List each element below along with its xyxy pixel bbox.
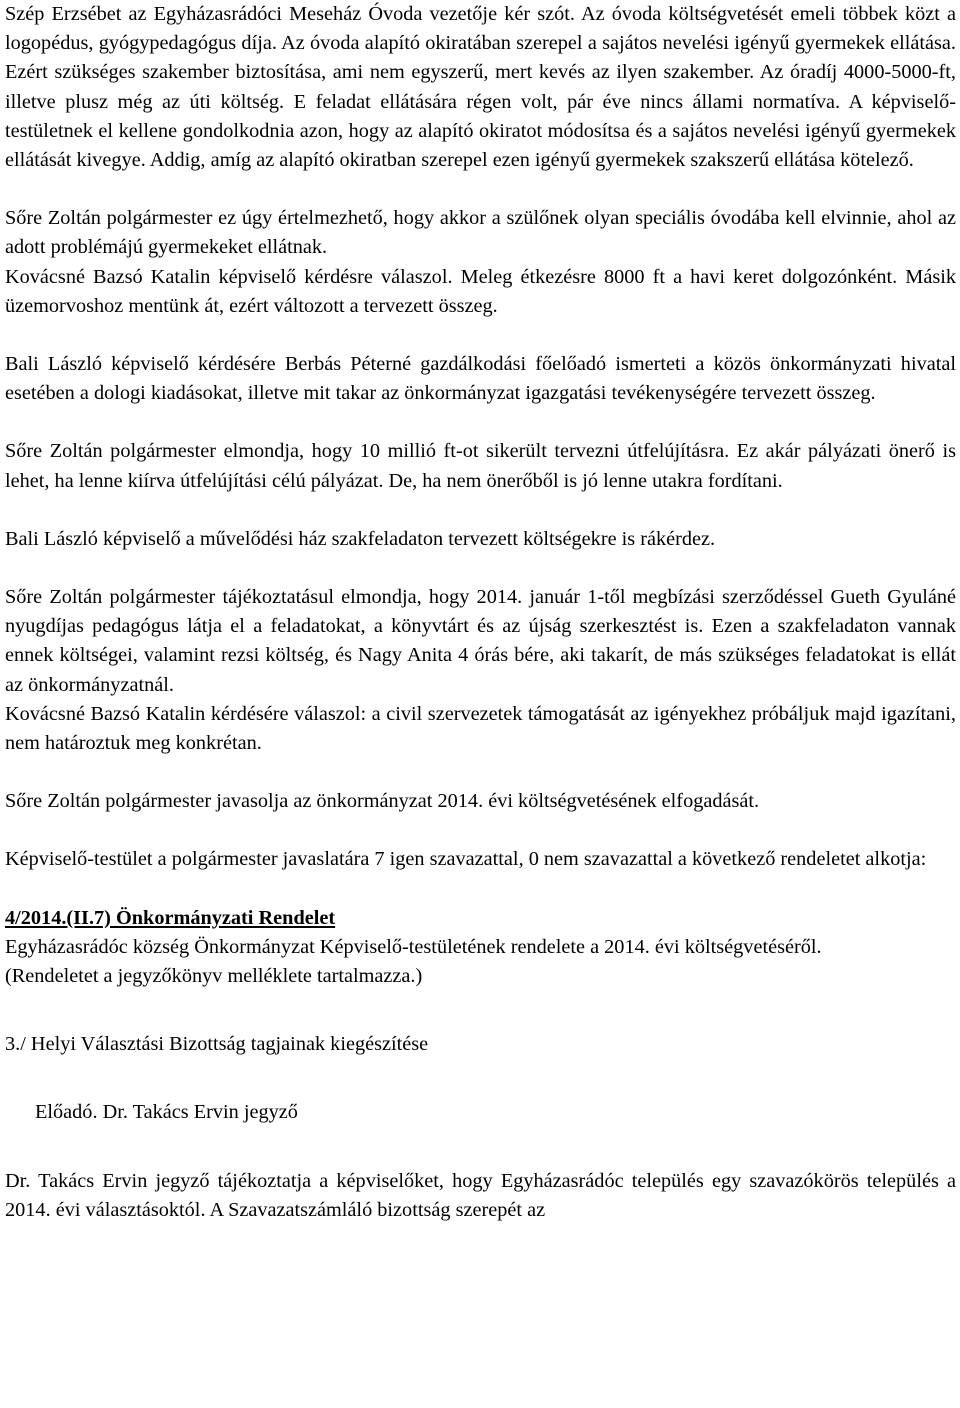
paragraph-road-renovation: Sőre Zoltán polgármester elmondja, hogy 10 millió ft-ot sikerült tervezni útfelújításra. Ez akár pályázati önerő is lehet, ha lenne kiírva útfelújítási célú pályázat. De, ha nem önerőből is jó lenne utakra fordítani. bbox=[5, 440, 956, 492]
paragraph-mayor-info: Sőre Zoltán polgármester tájékoztatásul elmondja, hogy 2014. január 1-től megbízási szerződéssel Gueth Gyuláné nyugdíjas pedagógus látja el a feladatokat, a könyvtárt és az újság szerkesztést is. Ezen a szakfeladaton vannak ennek költségei, valamint rezsi költség, és Nagy Anita 4 órás bére, aki takarít, de más szükséges feladatokat is ellát az önkormányzatnál. bbox=[5, 586, 956, 696]
paragraph-election-info: Dr. Takács Ervin jegyző tájékoztatja a képviselőket, hogy Egyházasrádóc település egy szavazókörös település a 2014. évi választásoktól. A Szavazatszámláló bizottság szerepét az bbox=[5, 1169, 956, 1221]
presenter-line: Előadó. Dr. Takács Ervin jegyző bbox=[35, 1101, 298, 1124]
paragraph-mayor-interpretation: Sőre Zoltán polgármester ez úgy értelmezhető, hogy akkor a szülőnek olyan speciális óvodába kell elvinnie, ahol az adott problémájú gyermekeket ellátnak. bbox=[5, 207, 956, 259]
decree-text: Egyházasrádóc község Önkormányzat Képviselő-testületének rendelete a 2014. évi költségvetéséről. bbox=[5, 935, 822, 958]
document-page bbox=[5, 0, 956, 1225]
paragraph-bali-question: Bali László képviselő kérdésére Berbás Péterné gazdálkodási főelőadó ismerteti a közös önkormányzati hivatal esetében a dologi kiadásokat, illetve mit takar az önkormányzat igazgatási tevékenységére tervezett összeg. bbox=[5, 353, 956, 405]
paragraph-vote: Képviselő-testület a polgármester javaslatára 7 igen szavazattal, 0 nem szavazattal a következő rendeletet alkotja: bbox=[5, 848, 927, 871]
paragraph-budget-proposal: Sőre Zoltán polgármester javasolja az önkormányzat 2014. évi költségvetésének elfogadását. bbox=[5, 790, 760, 813]
paragraph-kindergarten: Szép Erzsébet az Egyházasrádóci Meseház Óvoda vezetője kér szót. Az óvoda költségvetését emeli többek közt a logopédus, gyógypedagógus díja. Az óvoda alapító okiratában szerepel a sajátos nevelési igényű gyermekek ellátása. Ezért szükséges szakember biztosítása, ami nem egyszerű, mert kevés az ilyen szakember. Az óradíj 4000-5000-ft, illetve plusz még az úti költség. E feladat ellátására régen volt, pár éve nincs állami normatíva. A képviselő-testületnek el kellene gondolkodnia azon, hogy az alapító okiratot módosítsa és a sajátos nevelési igényű gyermekek ellátását kivegye. Addig, amíg az alapító okiratban szerepel ezen igényű gyermekek szakszerű ellátása kötelező. bbox=[5, 3, 956, 172]
decree-note: (Rendeletet a jegyzőkönyv melléklete tartalmazza.) bbox=[5, 965, 423, 988]
decree-title: 4/2014.(II.7) Önkormányzati Rendelet bbox=[5, 906, 336, 929]
section-title: 3./ Helyi Választási Bizottság tagjainak kiegészítése bbox=[5, 1033, 429, 1056]
paragraph-kovacsne-answer: Kovácsné Bazsó Katalin képviselő kérdésre válaszol. Meleg étkezésre 8000 ft a havi keret dolgozónként. Másik üzemorvoshoz mentünk át, ezért változott a tervezett összeg. bbox=[5, 265, 956, 317]
paragraph-civil-support: Kovácsné Bazsó Katalin kérdésére válaszol: a civil szervezetek támogatását az igényekhez próbáljuk majd igazítani, nem határoztuk meg konkrétan. bbox=[5, 702, 956, 755]
paragraph-culture-house: Bali László képviselő a művelődési ház szakfeladaton tervezett költségekre is rákérdez. bbox=[5, 527, 716, 550]
